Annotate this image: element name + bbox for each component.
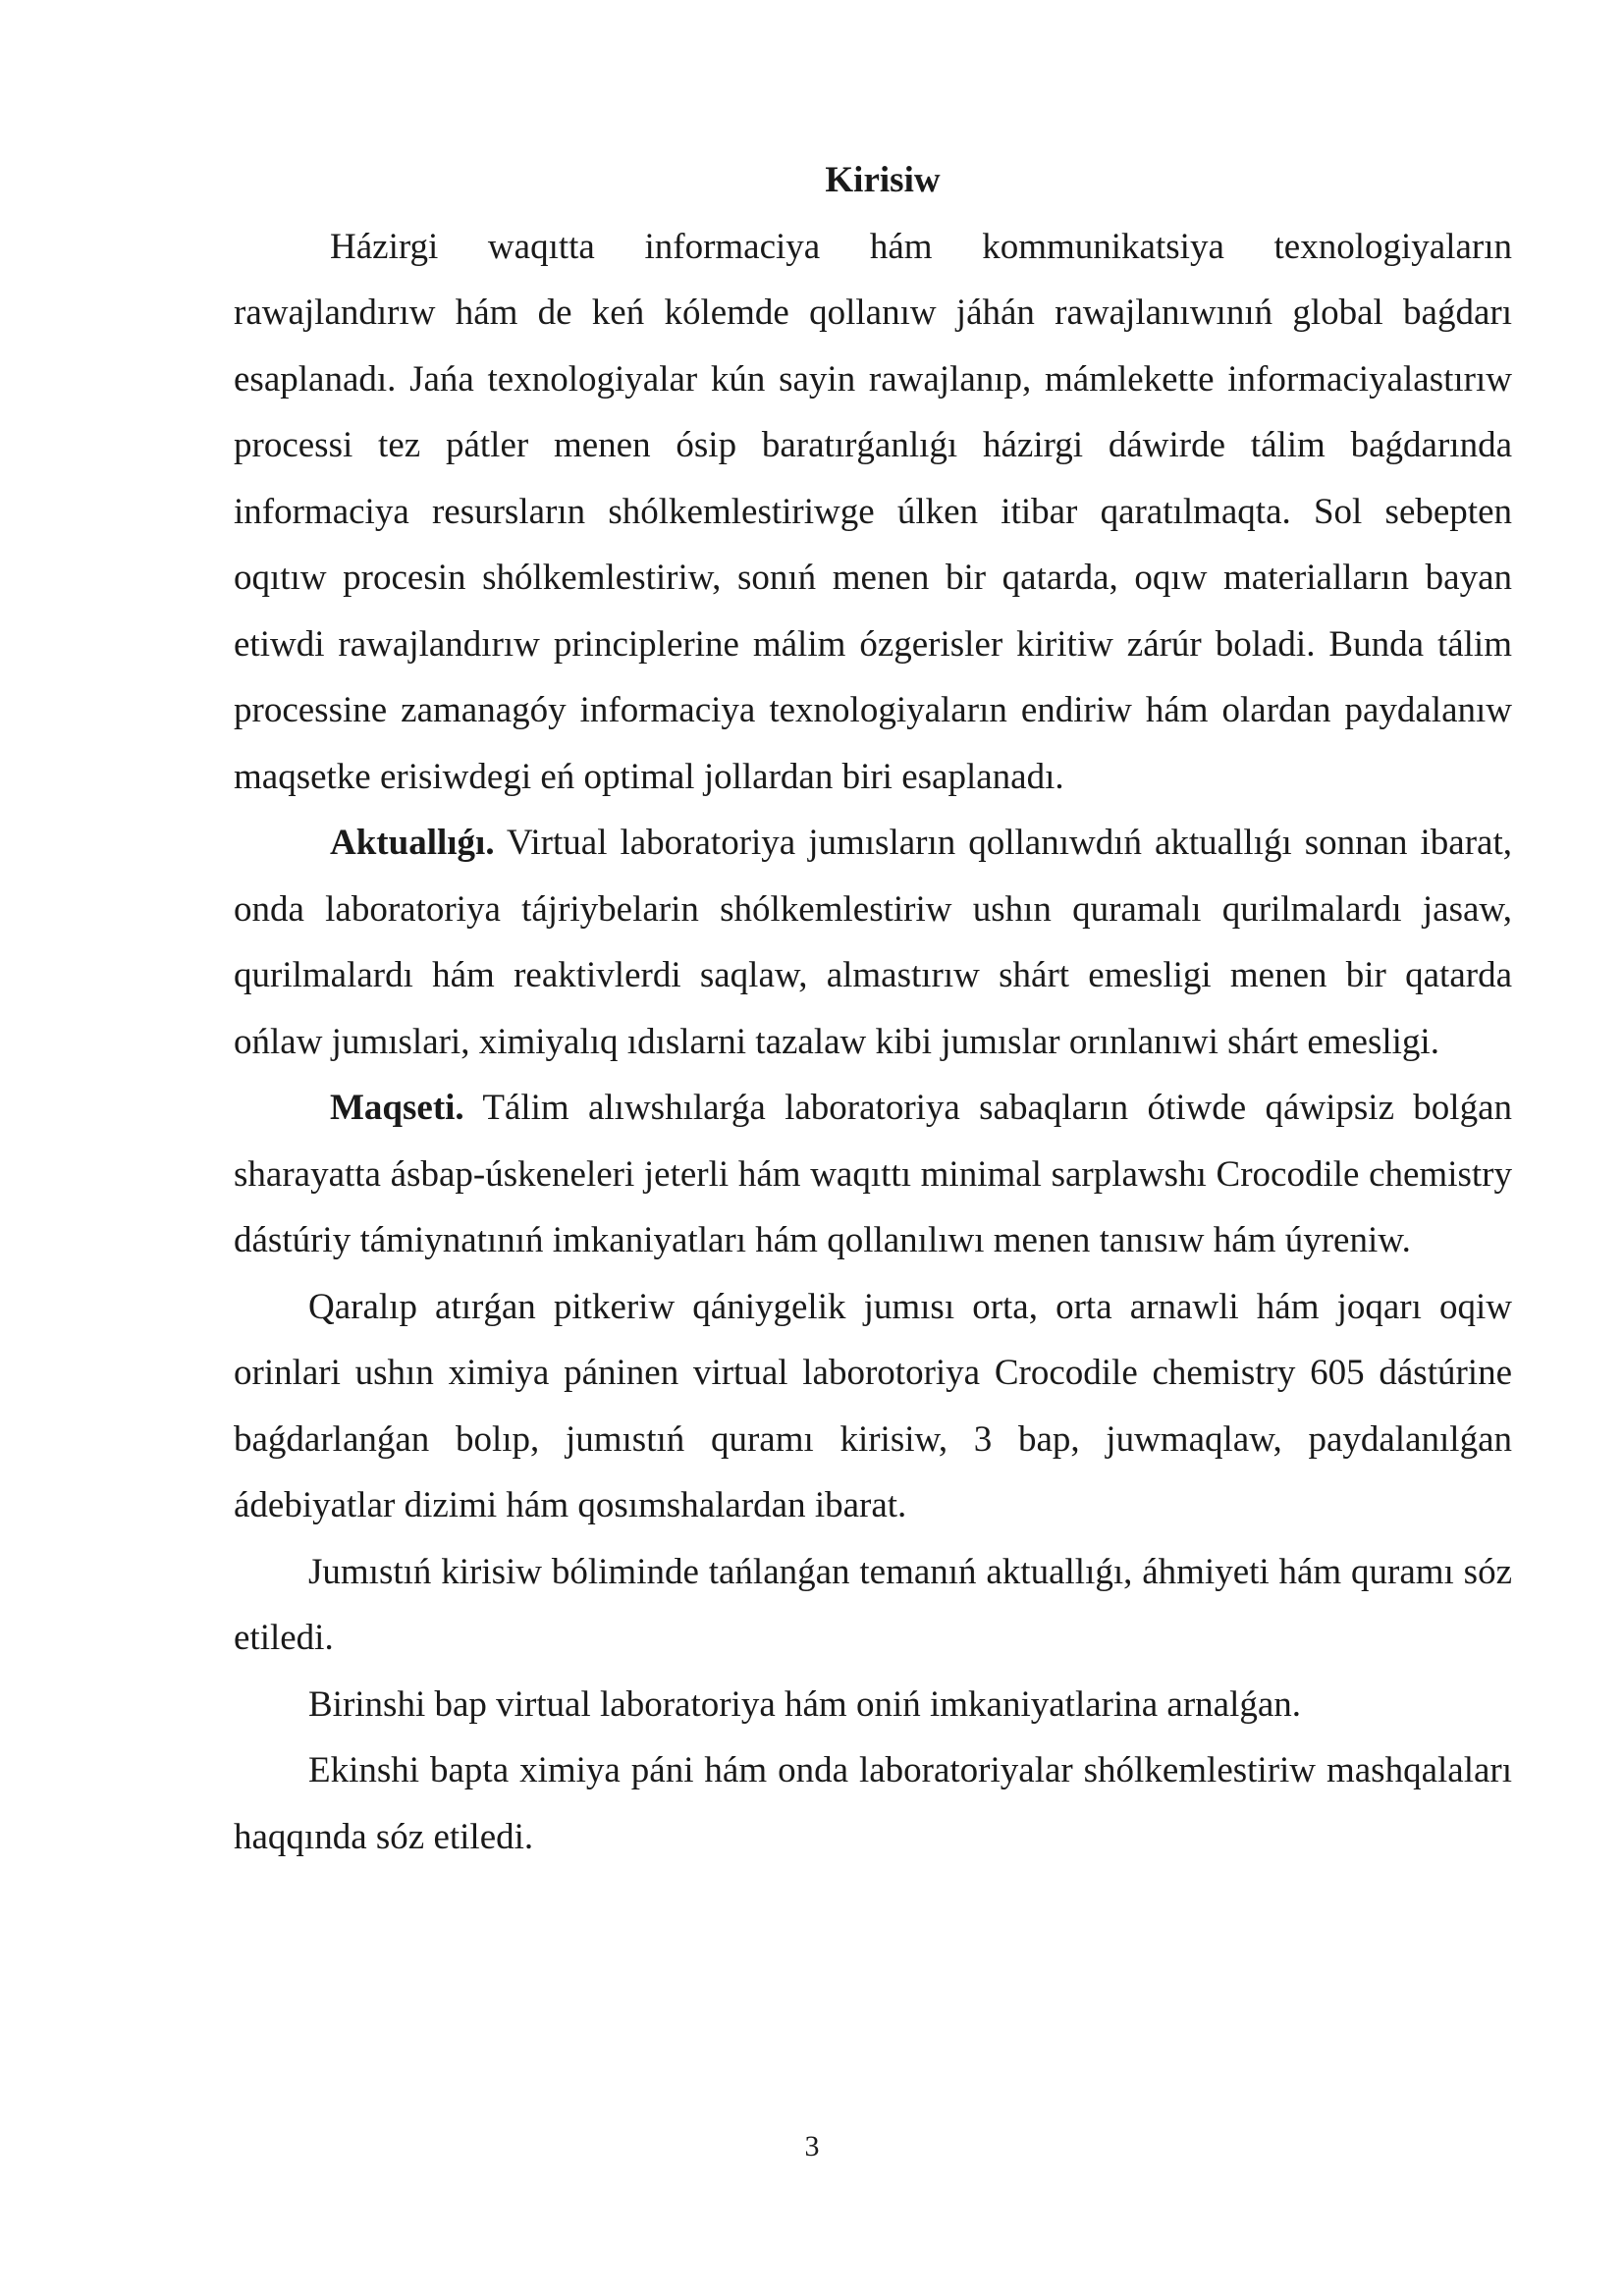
page-title: Kirisiw <box>825 160 941 200</box>
paragraph-intro-text: Házirgi waqıtta informaciya hám kommunikatsiya texnologiyaların rawajlandırıw hám de keń kólemde qollanıw jáhán rawajlanıwınıń global baǵdarı esaplanadı. Jańa texnologiyalar kún sayin rawajlanıp, mámlekette informaciyalastırıw processi tez pátler menen ósip baratırǵanlıǵı házirgi dáwirde tálim baǵdarında informaciya resursların shólkemlestiriwge úlken itibar qaratılmaqta. Sol sebepten oqıtıw procesin shólkemlestiriw, sonıń menen bir qatarda, oqıw materialların bayan etiwdi rawajlandırıw principlerine málim ózgerisler kiritiw zárúr boladi. Bunda tálim processine zamanagóy informaciya texnologiyaların endiriw hám olardan paydalanıw maqsetke erisiwdegi eń optimal jollardan biri esaplanadı. <box>234 226 1512 797</box>
paragraph-intro <box>234 214 1512 811</box>
paragraph-relevance-text: Virtual laboratoriya jumısların qollanıwdıń aktuallıǵı sonnan ibarat, onda laboratoriya tájriybelarin shólkemlestiriw ushın quramalı qurilmalardı jasaw, qurilmalardı hám reaktivlerdi saqlaw, almastırıw shárt emesligi menen bir qatarda ońlaw jumıslari, ximiyalıq ıdıslarni tazalaw kibi jumıslar orınlanıwi shárt emesligi. <box>234 823 1512 1062</box>
paragraph-goal-text: Tálim alıwshılarǵa laboratoriya sabaqların ótiwde qáwipsiz bolǵan sharayatta ásbap-úskeneleri jeterli hám waqıttı minimal sarplawshı Crocodile chemistry dástúriy támiynatınıń imkaniyatları hám qollanılıwı menen tanısıw hám úyreniw. <box>234 1088 1512 1260</box>
paragraph-chapter-two <box>234 1737 1512 1870</box>
paragraph-structure <box>234 1274 1512 1539</box>
paragraph-structure-text: Qaralıp atırǵan pitkeriw qániygelik jumısı orta, orta arnawli hám joqarı oqiw orinlari ushın ximiya páninen virtual laborotoriya Crocodile chemistry 605 dástúrine baǵdarlanǵan bolıp, jumıstıń quramı kirisiw, 3 bap, juwmaqlaw, paydalanılǵan ádebiyatlar dizimi hám qosımshalardan ibarat. <box>234 1286 1512 1525</box>
paragraph-chapter-one <box>234 1672 1512 1738</box>
paragraph-introduction-part-text: Jumıstıń kirisiw bóliminde tańlanǵan temanıń aktuallıǵı, áhmiyeti hám quramı sóz etiledi. <box>234 1551 1512 1658</box>
document-page <box>234 147 1512 1870</box>
page-number: 3 <box>804 2130 820 2163</box>
paragraph-chapter-one-text: Birinshi bap virtual laboratoriya hám oniń imkaniyatlarina arnalǵan. <box>308 1683 1302 1725</box>
paragraph-chapter-two-text: Ekinshi bapta ximiya páni hám onda laboratoriyalar shólkemlestiriw mashqalaları haqqında sóz etiledi. <box>234 1750 1512 1857</box>
paragraph-introduction-part <box>234 1539 1512 1672</box>
paragraph-relevance <box>234 810 1512 1075</box>
paragraph-relevance-heading: Aktuallıǵı. <box>330 823 495 863</box>
paragraph-goal <box>234 1075 1512 1274</box>
paragraph-goal-heading: Maqseti. <box>330 1088 464 1128</box>
